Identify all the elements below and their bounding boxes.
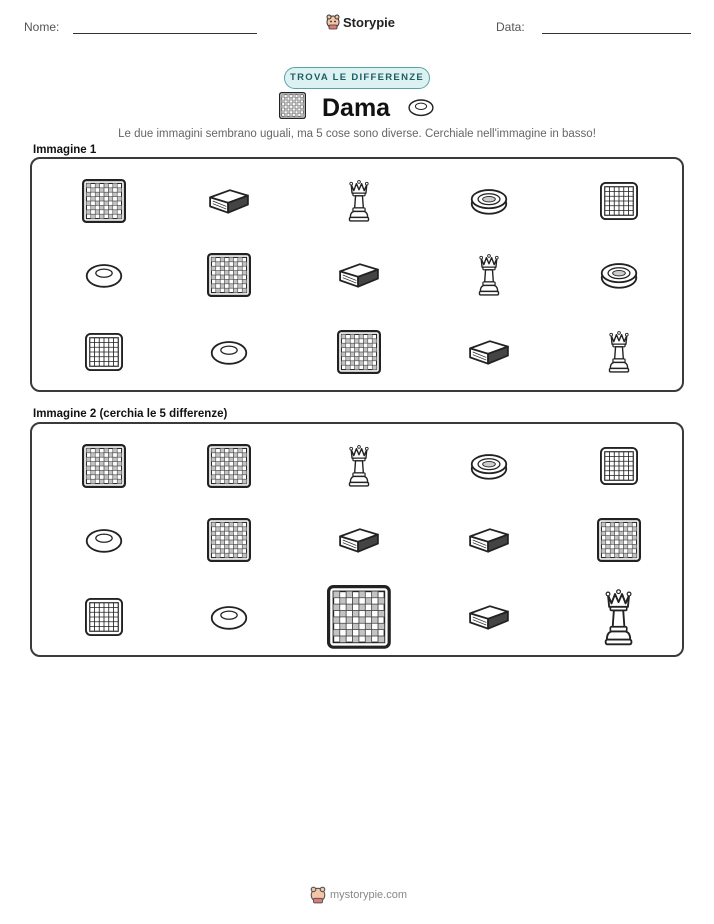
checker-oval-icon[interactable] — [209, 337, 249, 367]
checker-oval-icon[interactable] — [209, 602, 249, 632]
panel1-label: Immagine 1 — [33, 144, 97, 156]
checkerboard-icon[interactable] — [207, 253, 251, 297]
grid-board-icon[interactable] — [600, 447, 638, 485]
footer — [310, 886, 407, 904]
date-line[interactable] — [542, 33, 691, 34]
chess-queen-icon[interactable] — [346, 177, 372, 225]
chess-queen-icon[interactable] — [346, 442, 372, 490]
book-icon[interactable] — [336, 522, 382, 558]
checker-oval-icon[interactable] — [84, 525, 124, 555]
checker-piece-icon[interactable] — [599, 259, 639, 291]
panel1 — [30, 157, 684, 392]
checker-piece-icon[interactable] — [469, 185, 509, 217]
name-label: Nome: — [24, 20, 60, 34]
checkerboard-icon[interactable] — [82, 179, 126, 223]
name-line[interactable] — [73, 33, 257, 34]
chess-queen-icon[interactable] — [476, 251, 502, 299]
activity-badge: TROVA LE DIFFERENZE — [284, 67, 430, 89]
book-icon[interactable] — [466, 522, 512, 558]
panel2-label: Immagine 2 (cerchia le 5 differenze) — [33, 408, 228, 420]
book-icon[interactable] — [466, 599, 512, 635]
checkerboard-icon — [279, 92, 306, 119]
title-row — [0, 92, 714, 124]
date-label: Data: — [496, 20, 525, 34]
checkerboard-icon[interactable] — [82, 444, 126, 488]
chess-queen-icon[interactable] — [601, 585, 636, 650]
checkerboard-icon[interactable] — [207, 518, 251, 562]
storypie-mascot-icon — [310, 886, 326, 904]
brand-name: Storypie — [343, 14, 396, 30]
checkerboard-icon[interactable] — [207, 444, 251, 488]
checker-oval-icon — [407, 96, 435, 118]
chess-queen-icon[interactable] — [606, 328, 632, 376]
book-icon[interactable] — [466, 334, 512, 370]
panel2 — [30, 422, 684, 657]
book-icon[interactable] — [206, 183, 252, 219]
footer-url: mystorypie.com — [330, 889, 408, 901]
instructions: Le due immagini sembrano uguali, ma 5 cose sono diverse. Cerchiale nell'immagine in basso! — [118, 128, 596, 140]
checker-oval-icon[interactable] — [84, 260, 124, 290]
checkerboard-icon[interactable] — [597, 518, 641, 562]
checker-piece-icon[interactable] — [469, 450, 509, 482]
checkerboard-icon[interactable] — [337, 330, 381, 374]
book-icon[interactable] — [336, 257, 382, 293]
checkerboard-icon[interactable] — [327, 585, 391, 649]
grid-board-icon[interactable] — [85, 333, 123, 371]
grid-board-icon[interactable] — [85, 598, 123, 636]
page-title: Dama — [322, 94, 391, 122]
grid-board-icon[interactable] — [600, 182, 638, 220]
brand-logo — [326, 14, 395, 30]
storypie-mascot-icon — [326, 14, 340, 30]
